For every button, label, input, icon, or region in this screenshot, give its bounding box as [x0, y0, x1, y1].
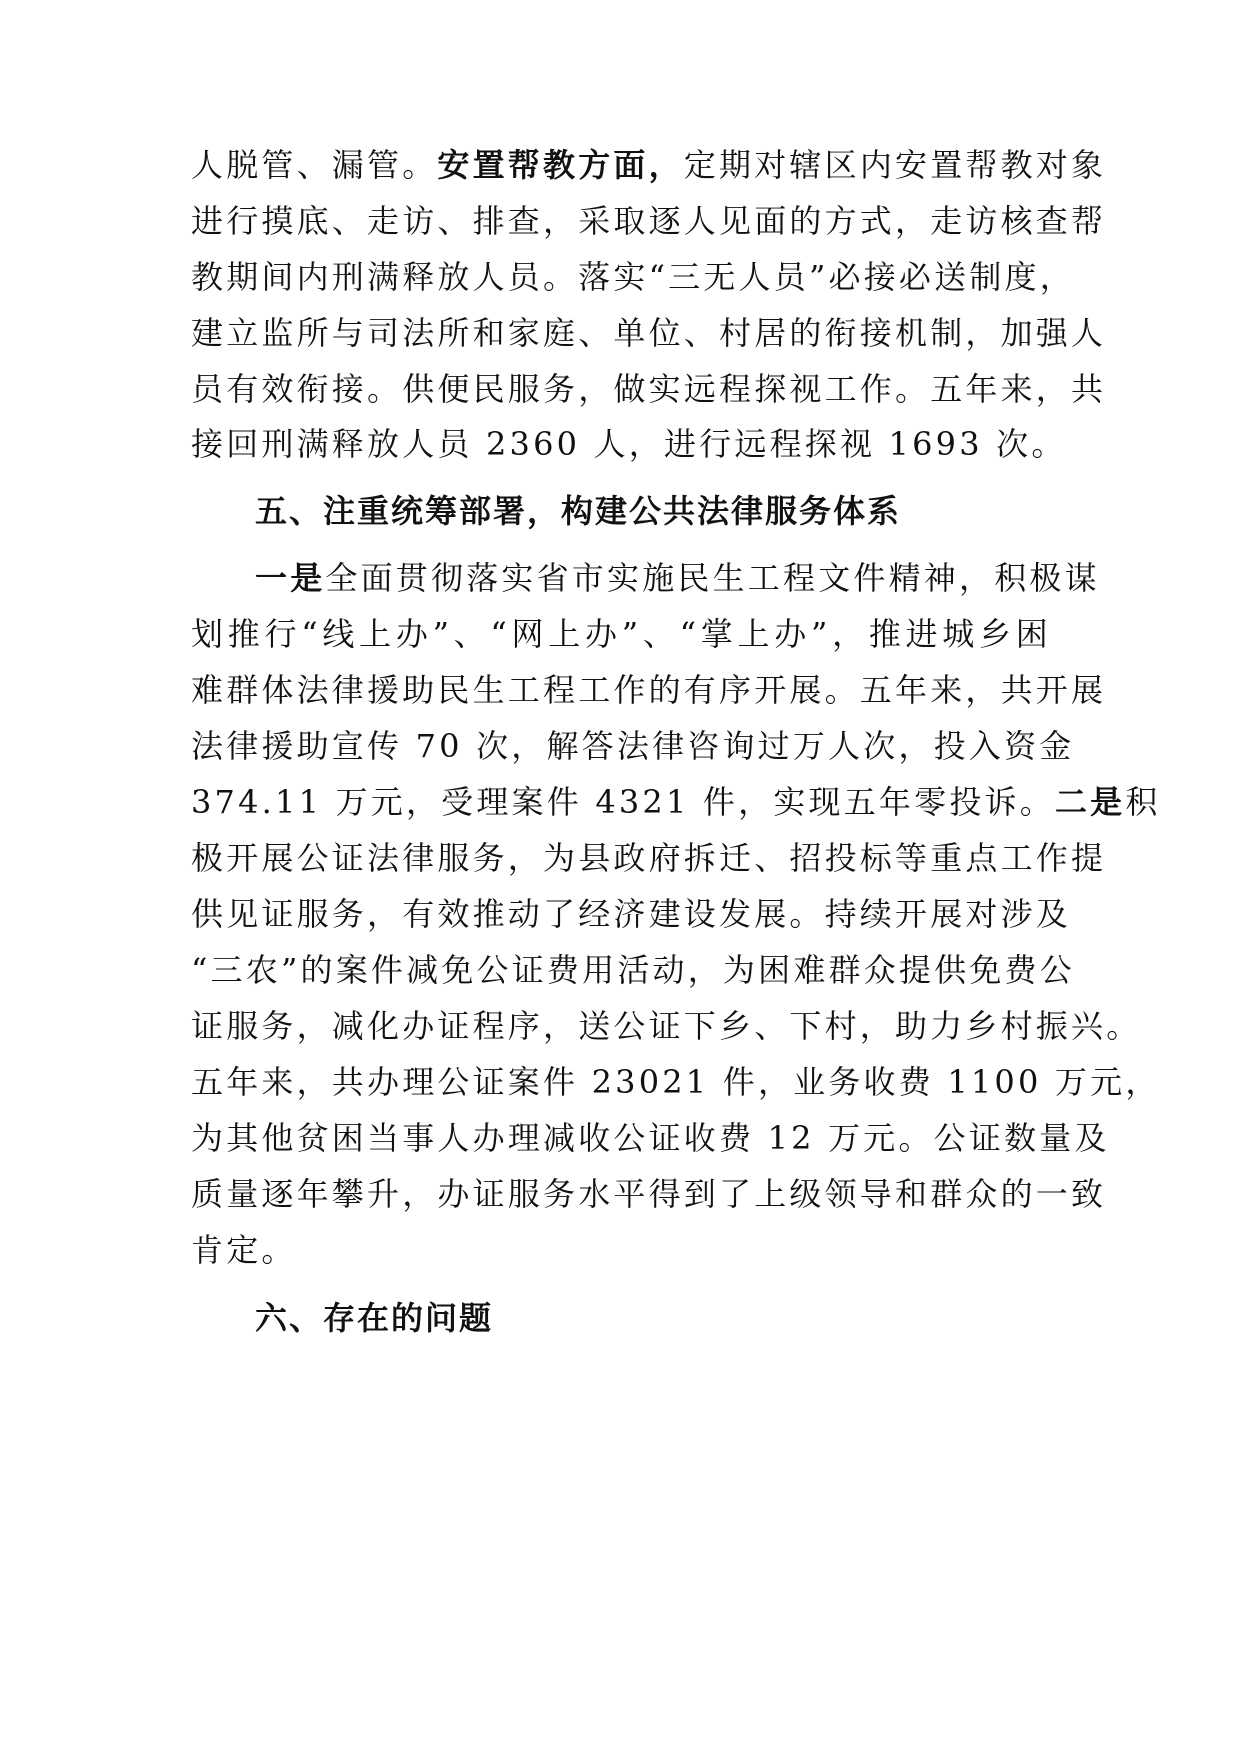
- section-heading-5: 五、注重统筹部署，构建公共法律服务体系: [255, 492, 902, 530]
- paragraph-line: “三农”的案件减免公证费用活动，为困难群众提供免费公: [191, 951, 1075, 989]
- paragraph-line: 五年来，共办理公证案件 23021 件，业务收费 1100 万元，: [191, 1063, 1161, 1101]
- paragraph-line: [191, 143, 1107, 187]
- paragraph-line: 极开展公证法律服务，为县政府拆迁、招投标等重点工作提: [191, 839, 1107, 877]
- paragraph-line: 进行摸底、走访、排查，采取逐人见面的方式，走访核查帮: [191, 202, 1107, 240]
- paragraph-line: 难群体法律援助民生工程工作的有序开展。五年来，共开展: [191, 671, 1107, 709]
- paragraph-line: 法律援助宣传 70 次，解答法律咨询过万人次，投入资金: [191, 727, 1075, 765]
- paragraph-line: 证服务，减化办证程序，送公证下乡、下村，助力乡村振兴。: [191, 1007, 1142, 1045]
- paragraph-line: 建立监所与司法所和家庭、单位、村居的衔接机制，加强人: [191, 314, 1107, 352]
- bold-lead: 二是: [1054, 783, 1126, 821]
- text-run: 定期对辖区内安置帮教对象: [683, 146, 1107, 184]
- section-heading-6: 六、存在的问题: [255, 1299, 494, 1337]
- paragraph-line: 划推行“线上办”、“网上办”、“掌上办”，推进城乡困: [191, 615, 1051, 653]
- text-run: 全面贯彻落实省市实施民生工程文件精神，积极谋: [325, 559, 1100, 597]
- paragraph-line: 接回刑满释放人员 2360 人，进行远程探视 1693 次。: [191, 425, 1067, 463]
- paragraph-line: 为其他贫困当事人办理减收公证收费 12 万元。公证数量及: [191, 1119, 1110, 1157]
- paragraph-line: 肯定。: [191, 1231, 297, 1269]
- text-run: 人脱管、漏管。: [191, 146, 438, 184]
- bold-lead: 一是: [255, 559, 326, 597]
- paragraph-line: [191, 780, 1161, 824]
- paragraph-line: 员有效衔接。供便民服务，做实远程探视工作。五年来，共: [191, 370, 1107, 408]
- bold-lead: 安置帮教方面，: [437, 146, 684, 184]
- paragraph-line: 供见证服务，有效推动了经济建设发展。持续开展对涉及: [191, 895, 1072, 933]
- paragraph-line: 质量逐年攀升，办证服务水平得到了上级领导和群众的一致: [191, 1175, 1107, 1213]
- paragraph-line: 教期间内刑满释放人员。落实“三无人员”必接必送制度，: [191, 258, 1075, 296]
- paragraph-line: [255, 556, 1100, 600]
- text-run: 积: [1125, 783, 1161, 821]
- text-run: 374.11 万元，受理案件 4321 件，实现五年零投诉。: [191, 783, 1055, 821]
